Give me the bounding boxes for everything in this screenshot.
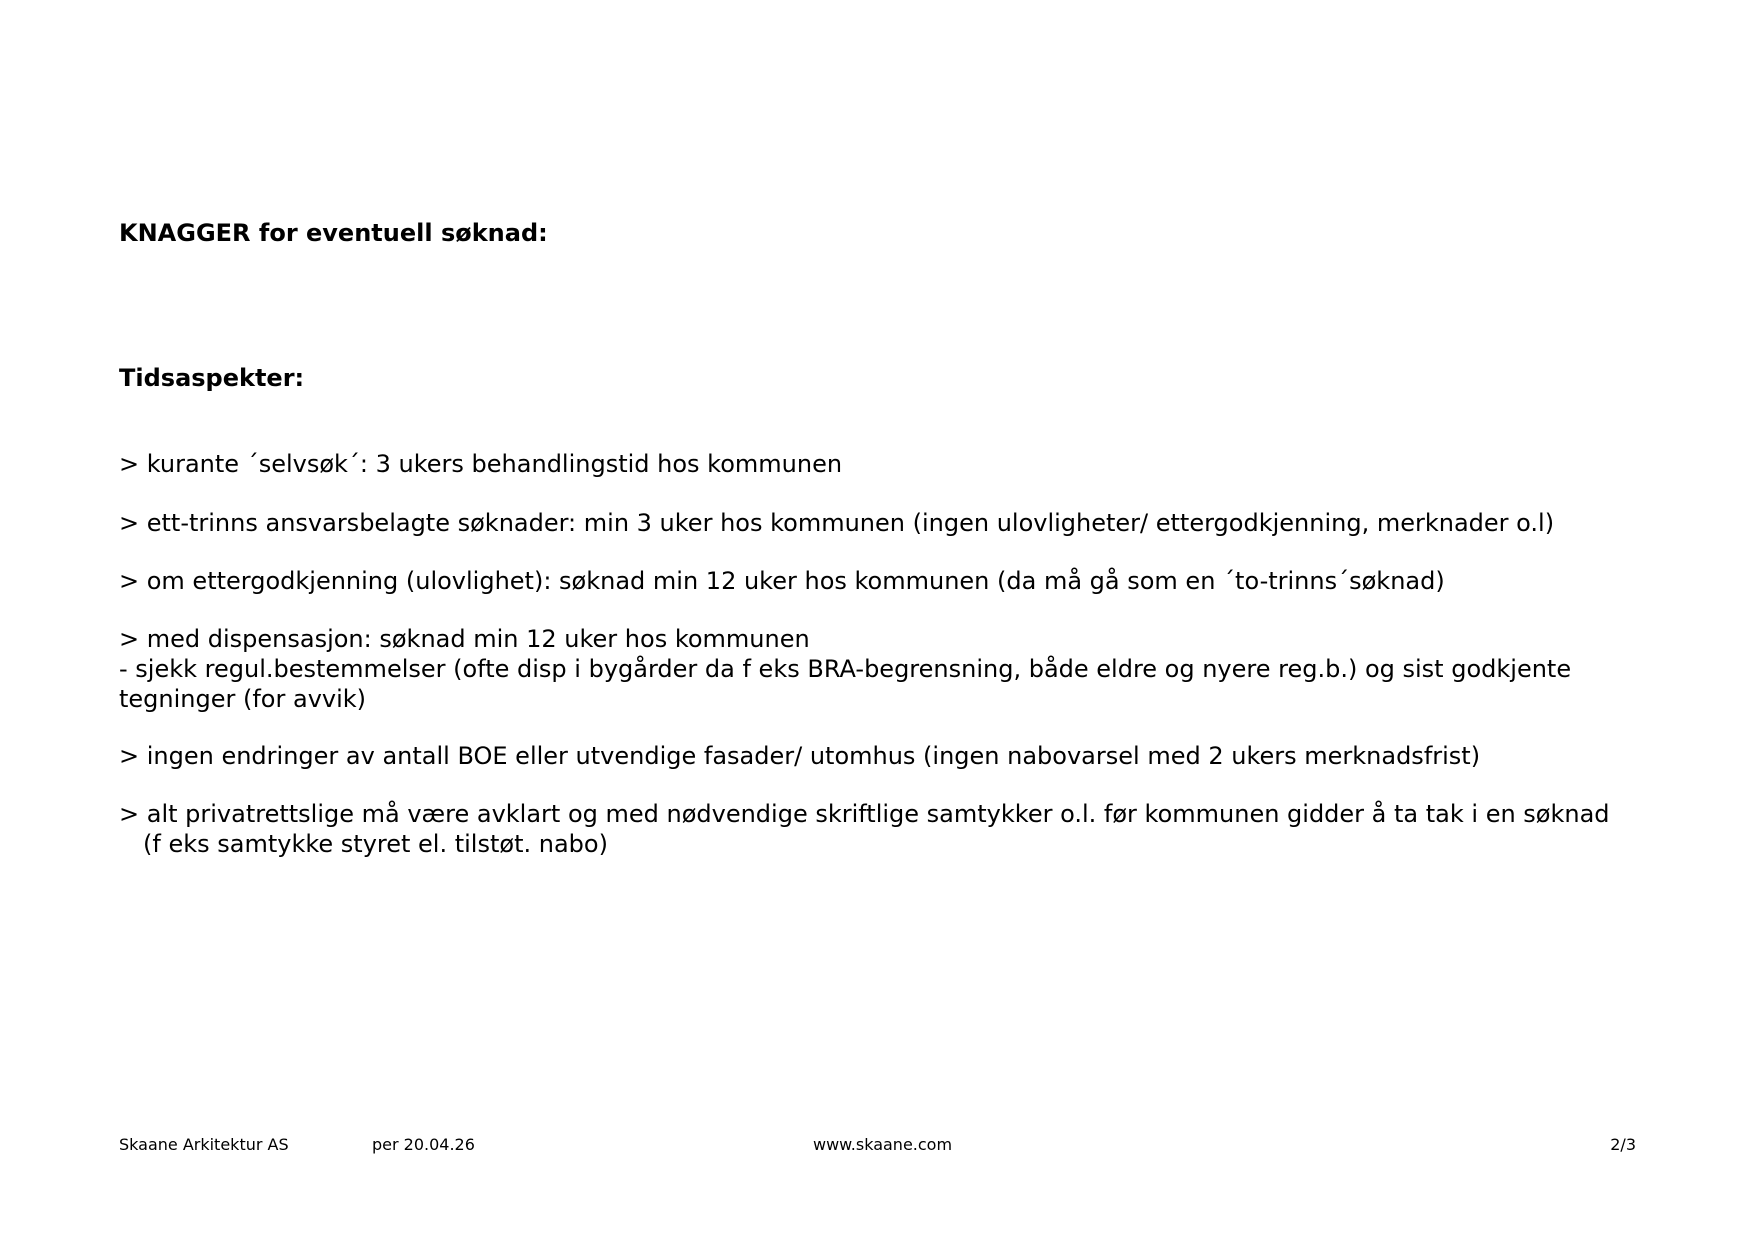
list-item-text: > ingen endringer av antall BOE eller utvendige fasader/ utomhus (ingen nabovarsel med 2 ukers merknadsfrist) [119,742,1481,770]
list-item-note: - sjekk regul.bestemmelser (ofte disp i bygårder da f eks BRA-begrensning, både eldre og nyere reg.b.) og sist godkjente tegninger (for avvik) [119,655,1572,713]
list-item-note: (f eks samtykke styret el. tilstøt. nabo) [143,830,608,858]
list-item [119,449,1659,479]
list-item [119,741,1659,771]
list-item-text: > med dispensasjon: søknad min 12 uker hos kommunen [119,625,810,653]
footer-website: www.skaane.com [813,1135,953,1154]
list-item [119,799,1659,859]
footer-page-number: 2/3 [1610,1135,1636,1154]
list-item [119,624,1659,714]
list-item-text: > alt privatrettslige må være avklart og med nødvendige skriftlige samtykker o.l. før kommunen gidder å ta tak i en søknad [119,800,1610,828]
list-item-text: > ett-trinns ansvarsbelagte søknader: min 3 uker hos kommunen (ingen ulovligheter/ ettergodkjenning, merknader o.l) [119,509,1555,537]
list-item-text: > om ettergodkjenning (ulovlighet): søknad min 12 uker hos kommunen (da må gå som en ´to-trinns´søknad) [119,567,1445,595]
list-item [119,508,1659,538]
section-heading: Tidsaspekter: [119,364,305,392]
footer-date: per 20.04.26 [372,1135,475,1154]
list-item [119,566,1659,596]
footer-company: Skaane Arkitektur AS [119,1135,289,1154]
document-title: KNAGGER for eventuell søknad: [119,219,548,247]
list-item-text: > kurante ´selvsøk´: 3 ukers behandlingstid hos kommunen [119,450,843,478]
